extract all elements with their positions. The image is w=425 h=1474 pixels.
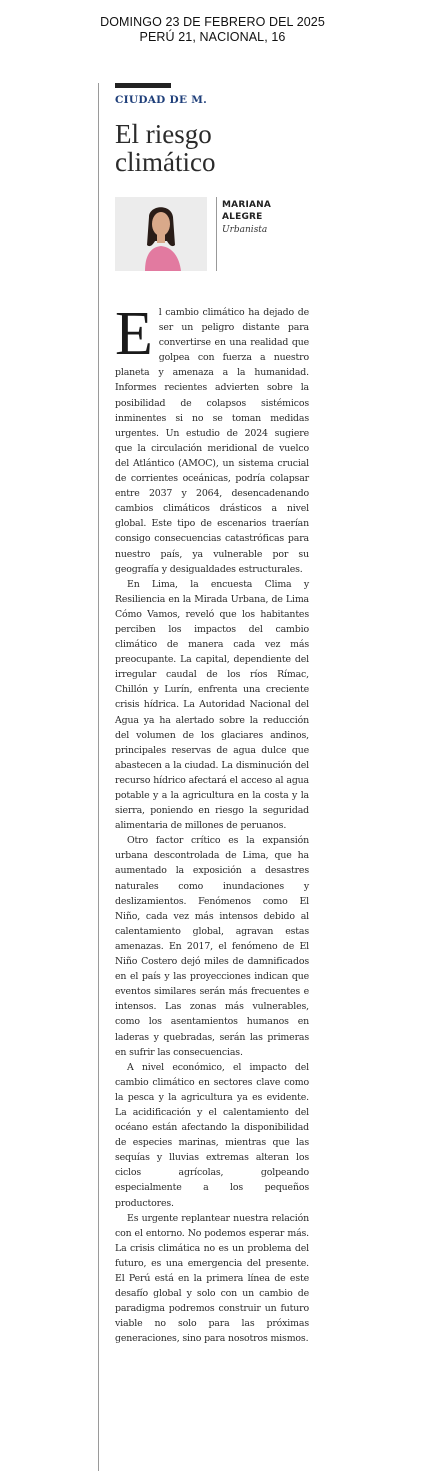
- author-last-name: ALEGRE: [222, 212, 263, 222]
- section-label: CIUDAD DE M.: [115, 94, 208, 106]
- article-title: [115, 120, 309, 176]
- paragraph-3: Otro factor crítico es la expansión urbana descontrolada de Lima, que ha aumentado la exposición a desastres naturales como inundaciones y deslizamientos. Fenómenos como El Niño, cada vez más intensos debido al calentamiento global, agravan estas amenazas. En 2017, el fenómeno de El Niño Costero dejó miles de damnificados en el país y las proyecciones indican que eventos similares serán más frecuentes e intensos. Las zonas más vulnerables, como los asentamientos humanos en laderas y quebradas, serán las primeras en sufrir las consecuencias.: [115, 835, 309, 1058]
- paragraph-1-text: l cambio climático ha dejado de ser un peligro distante para convertirse en una realidad que golpea con fuerza a nuestro planeta y amenaza a la humanidad. Informes recientes advierten sobre la posibilidad de colapsos sistémicos inminentes si no se toman medidas urgentes. Un estudio de 2024 sugiere que la circulación meridional de vuelco del Atlántico (AMOC), un sistema crucial de corrientes oceánicas, podría colapsar entre 2037 y 2064, desencadenando cambios climáticos drásticos a nivel global. Este tipo de escenarios traerían consigo consecuencias catastróficas para nuestro país, ya vulnerable por su geografía y desigualdades estructurales.: [115, 307, 309, 575]
- article-column: [115, 83, 309, 1346]
- author-name: [222, 199, 271, 223]
- paragraph-4: A nivel económico, el impacto del cambio climático en sectores clave como la pesca y la agricultura ya es evidente. La acidificación y el calentamiento del océano están afectando la disponibilidad de especies marinas, mientras que las sequías y lluvias extremas alteran los ciclos agrícolas, golpeando especialmente a los pequeños productores.: [115, 1061, 309, 1209]
- article-body: [115, 300, 309, 1346]
- paragraph-2: En Lima, la encuesta Clima y Resiliencia en la Mirada Urbana, de Lima Cómo Vamos, reveló que los habitantes perciben los impactos del cambio climático de manera cada vez más preocupante. La capital, dependiente del irregular caudal de los ríos Rímac, Chillón y Lurín, enfrenta una creciente crisis hídrica. La Autoridad Nacional del Agua ya ha alertado sobre la reducción del volumen de los glaciares andinos, principales reservas de agua dulce que abastecen a la ciudad. La disminución del recurso hídrico afectará el acceso al agua potable y a la agricultura en la costa y la sierra, poniendo en riesgo la seguridad alimentaria de millones de peruanos.: [115, 578, 309, 832]
- column-divider: [98, 83, 99, 1471]
- author-block: [115, 197, 309, 271]
- author-divider: [216, 197, 217, 271]
- drop-cap: E: [115, 300, 153, 368]
- page-header: [0, 15, 425, 45]
- title-line-1: El riesgo: [115, 119, 212, 149]
- author-role: Urbanista: [222, 225, 268, 235]
- author-first-name: MARIANA: [222, 200, 272, 210]
- portrait-icon: [115, 197, 207, 271]
- paragraph-5: Es urgente replantear nuestra relación con el entorno. No podemos esperar más. La crisis climática no es un problema del futuro, es una emergencia del presente. El Perú está en la primera línea de este desafío global y solo con un cambio de paradigma podremos construir un futuro viable no solo para las próximas generaciones, sino para nosotros mismos.: [115, 1212, 309, 1345]
- author-photo: [115, 197, 207, 271]
- title-line-2: climático: [115, 147, 216, 177]
- header-date: DOMINGO 23 DE FEBRERO DEL 2025: [100, 15, 325, 29]
- section-bar: [115, 83, 171, 88]
- paragraph-1: [115, 300, 309, 577]
- header-publication: PERÚ 21, NACIONAL, 16: [139, 30, 286, 44]
